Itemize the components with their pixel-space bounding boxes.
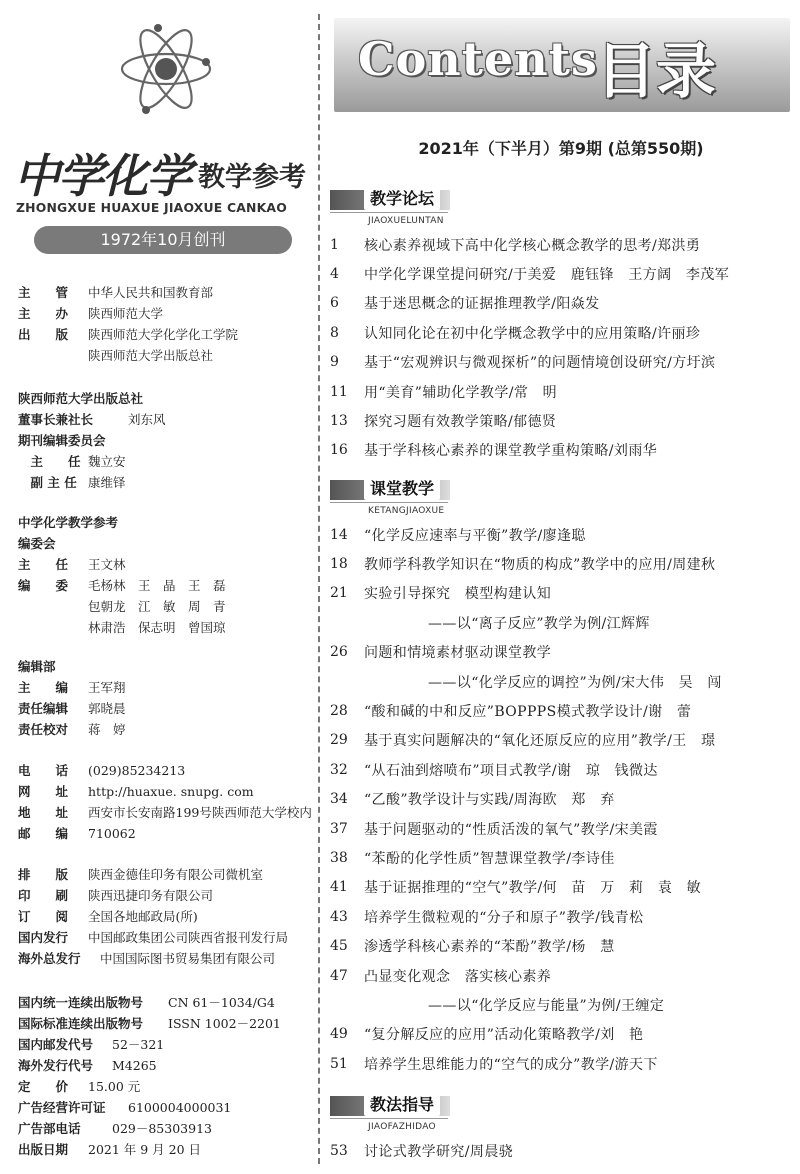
toc-item[interactable] <box>330 318 796 347</box>
toc-page: 37 <box>330 820 348 837</box>
toc-item[interactable] <box>330 1020 796 1049</box>
masthead-row: 主 任 魏立安 <box>18 454 126 469</box>
toc-page: 47 <box>330 967 348 984</box>
masthead-row: 责任校对 蒋 婷 <box>18 722 126 737</box>
toc-page: 32 <box>330 761 348 778</box>
brand-pinyin: ZHONGXUE HUAXUE JIAOXUE CANKAO <box>16 200 287 215</box>
masthead-row: 海外发行代号 M4265 <box>18 1058 157 1073</box>
toc-subtitle: ——以“化学反应的调控”为例/宋大伟 吴 闯 <box>428 674 722 691</box>
toc-page: 16 <box>330 442 348 459</box>
masthead-distribution <box>18 864 288 969</box>
contents-banner <box>334 18 790 112</box>
toc-item[interactable] <box>330 259 796 288</box>
masthead-row: 包朝龙 江 敏 周 青 <box>88 599 226 614</box>
masthead-press-info <box>18 388 166 493</box>
toc-title: “乙酸”教学设计与实践/周海欧 郑 弃 <box>364 792 615 809</box>
section-underline <box>330 212 448 213</box>
toc-subtitle: ——以“化学反应与能量”为例/王缠定 <box>428 997 665 1014</box>
journal-brand <box>14 140 304 206</box>
masthead-row: 地 址 西安市长安南路199号陕西师范大学校内 <box>18 805 312 820</box>
toc-item[interactable] <box>330 520 796 549</box>
masthead-row: 网 址 http://huaxue. snupg. com <box>18 784 254 799</box>
toc-title: “化学反应速率与平衡”教学/廖逢聪 <box>364 527 586 544</box>
toc-page: 26 <box>330 644 348 661</box>
toc-page: 18 <box>330 556 348 573</box>
toc-item[interactable] <box>330 406 796 435</box>
toc-title: 核心素养视域下高中化学核心概念教学的思考/郑洪勇 <box>364 237 701 254</box>
section-pinyin: KETANGJIAOXUE <box>368 506 445 516</box>
masthead-row: 主 管 中华人民共和国教育部 <box>18 285 214 300</box>
toc-title: “酸和碱的中和反应”BOPPPS模式教学设计/谢 蕾 <box>364 704 692 721</box>
section-title: 教学论坛 <box>364 188 440 210</box>
section-underline <box>330 502 448 503</box>
toc-item[interactable] <box>330 902 796 931</box>
toc-page: 21 <box>330 585 348 602</box>
toc-title: 培养学生思维能力的“空气的成分”教学/游天下 <box>364 1056 658 1073</box>
masthead-registration <box>18 992 281 1160</box>
toc-title: 问题和情境素材驱动课堂教学 <box>364 645 552 662</box>
toc-item[interactable] <box>330 230 796 259</box>
toc-item[interactable] <box>330 755 796 784</box>
masthead-row: 林肃浩 保志明 曾国琼 <box>88 620 226 635</box>
toc-item[interactable] <box>330 667 796 696</box>
masthead-row: 定 价 15.00 元 <box>18 1079 141 1094</box>
toc-item[interactable] <box>330 1049 796 1078</box>
toc-item[interactable] <box>330 1136 796 1165</box>
toc-item[interactable] <box>330 814 796 843</box>
masthead-row: 陕西师范大学出版总社 <box>88 348 214 363</box>
toc-page: 53 <box>330 1142 348 1159</box>
toc-title: 探究习题有效教学策略/郁德贤 <box>364 414 557 431</box>
toc-page: 9 <box>330 354 339 371</box>
atom-logo-icon <box>118 10 214 128</box>
section-pinyin: JIAOXUELUNTAN <box>368 216 444 226</box>
banner-contents-text: Contents <box>358 32 598 86</box>
toc-page: 8 <box>330 324 339 341</box>
masthead-row: 国际标准连续出版物号 ISSN 1002－2201 <box>18 1016 281 1031</box>
masthead-row: 责任编辑 郭晓晨 <box>18 701 126 716</box>
toc-page: 41 <box>330 879 348 896</box>
toc-page: 1 <box>330 236 339 253</box>
toc-title: 讨论式教学研究/周晨骁 <box>364 1143 514 1160</box>
toc-title: 培养学生微粒观的“分子和原子”教学/钱青松 <box>364 909 644 926</box>
toc-page: 51 <box>330 1055 348 1072</box>
toc-title: 用“美育”辅助化学教学/常 明 <box>364 384 558 401</box>
toc-page: 28 <box>330 703 348 720</box>
masthead-row: 订 阅 全国各地邮政局(所) <box>18 909 198 924</box>
toc-item[interactable] <box>330 436 796 465</box>
section-header <box>330 478 790 518</box>
masthead-row: 副 主 任 康维铎 <box>18 475 126 490</box>
masthead-row: 印 刷 陕西迅捷印务有限公司 <box>18 888 214 903</box>
toc-list <box>330 520 796 1078</box>
masthead-editorial-office <box>18 656 126 740</box>
toc-title: 认知同化论在初中化学概念教学中的应用策略/许丽珍 <box>364 325 701 342</box>
masthead-row: 邮 编 710062 <box>18 826 136 841</box>
toc-page: 38 <box>330 849 348 866</box>
toc-title: 基于真实问题解决的“氧化还原反应的应用”教学/王 璟 <box>364 733 716 750</box>
toc-list <box>330 1136 796 1165</box>
toc-title: 渗透学科核心素养的“苯酚”教学/杨 慧 <box>364 939 615 956</box>
toc-item[interactable] <box>330 726 796 755</box>
toc-page: 29 <box>330 732 348 749</box>
toc-item[interactable] <box>330 638 796 667</box>
toc-title: 基于“宏观辨识与微观探析”的问题情境创设研究/方圩滨 <box>364 355 716 372</box>
toc-page: 13 <box>330 413 348 430</box>
toc-page: 4 <box>330 266 339 283</box>
brand-sub-title: 教学参考 <box>198 162 306 193</box>
toc-page: 11 <box>330 383 348 400</box>
toc-item[interactable] <box>330 785 796 814</box>
toc-title: 基于问题驱动的“性质活泼的氧气”教学/宋美霞 <box>364 821 658 838</box>
toc-title: 基于证据推理的“空气”教学/何 苗 万 莉 袁 敏 <box>364 880 702 897</box>
column-divider <box>318 14 320 1164</box>
toc-title: “苯酚的化学性质”智慧课堂教学/李诗佳 <box>364 850 615 867</box>
masthead-heading: 编辑部 <box>18 659 56 674</box>
toc-item[interactable] <box>330 348 796 377</box>
masthead-heading: 中学化学教学参考 <box>18 515 119 530</box>
masthead-row: 董事长兼社长 刘东风 <box>18 412 166 427</box>
toc-item[interactable] <box>330 289 796 318</box>
masthead-row: 海外总发行 中国国际图书贸易集团有限公司 <box>18 951 276 966</box>
toc-page: 45 <box>330 938 348 955</box>
masthead-row: 出 版 陕西师范大学化学化工学院 <box>18 327 239 342</box>
masthead-heading: 编委会 <box>18 536 56 551</box>
section-underline <box>330 1118 448 1119</box>
toc-item[interactable] <box>330 990 796 1019</box>
toc-title: 实验引导探究 模型构建认知 <box>364 586 552 603</box>
section-header <box>330 1094 790 1134</box>
masthead-column <box>0 0 312 1174</box>
masthead-heading: 陕西师范大学出版总社 <box>18 391 144 406</box>
section-title: 课堂教学 <box>364 478 440 500</box>
toc-title: “复分解反应的应用”活动化策略教学/刘 艳 <box>364 1027 644 1044</box>
brand-main-title: 中学化学 <box>14 149 190 203</box>
masthead-row: 国内统一连续出版物号 CN 61－1034/G4 <box>18 995 275 1010</box>
masthead-row: 主 任 王文林 <box>18 557 126 572</box>
masthead-editorial-board <box>18 512 226 638</box>
toc-item[interactable] <box>330 961 796 990</box>
toc-item[interactable] <box>330 549 796 578</box>
toc-title: 教师学科教学知识在“物质的构成”教学中的应用/周建秋 <box>364 557 716 574</box>
section-pinyin: JIAOFAZHIDAO <box>368 1122 436 1132</box>
toc-item[interactable] <box>330 608 796 637</box>
masthead-publisher-info <box>18 282 238 366</box>
section-header <box>330 188 790 228</box>
toc-page: 34 <box>330 791 348 808</box>
toc-list <box>330 230 796 465</box>
toc-item[interactable] <box>330 377 796 406</box>
toc-item[interactable] <box>330 696 796 725</box>
masthead-row: 电 话 (029)85234213 <box>18 763 186 778</box>
toc-item[interactable] <box>330 579 796 608</box>
toc-title: 基于学科核心素养的课堂教学重构策略/刘雨华 <box>364 443 658 460</box>
masthead-row: 广告经营许可证 6100004000031 <box>18 1100 232 1115</box>
toc-subtitle: ——以“离子反应”教学为例/江辉辉 <box>428 615 650 632</box>
contents-column <box>326 0 796 1174</box>
toc-title: 中学化学课堂提问研究/于美爱 鹿钰锋 王方阔 李茂军 <box>364 267 730 284</box>
toc-page: 43 <box>330 908 348 925</box>
masthead-heading: 期刊编辑委员会 <box>18 433 106 448</box>
section-title: 教法指导 <box>364 1094 440 1116</box>
masthead-row: 主 编 王军翔 <box>18 680 126 695</box>
toc-page: 14 <box>330 526 348 543</box>
masthead-contact <box>18 760 312 844</box>
masthead-row: 广告部电话 029－85303913 <box>18 1121 212 1136</box>
toc-item[interactable] <box>330 931 796 960</box>
masthead-row: 主 办 陕西师范大学 <box>18 306 164 321</box>
masthead-row: 国内发行 中国邮政集团公司陕西省报刊发行局 <box>18 930 289 945</box>
toc-page: 49 <box>330 1026 348 1043</box>
issue-line: 2021年（下半月）第9期 (总第550期) <box>418 139 704 158</box>
toc-title: 基于迷思概念的证据推理教学/阳焱发 <box>364 296 600 313</box>
masthead-row: 排 版 陕西金德佳印务有限公司微机室 <box>18 867 264 882</box>
toc-item[interactable] <box>330 843 796 872</box>
banner-mulu-text: 目录 <box>596 37 716 107</box>
masthead-row: 国内邮发代号 52－321 <box>18 1037 165 1052</box>
masthead-row: 出版日期 2021 年 9 月 20 日 <box>18 1142 202 1157</box>
toc-title: 凸显变化观念 落实核心素养 <box>364 968 552 985</box>
toc-item[interactable] <box>330 873 796 902</box>
founded-badge: 1972年10月创刊 <box>34 226 292 254</box>
toc-page: 6 <box>330 295 339 312</box>
toc-title: “从石油到熔喷布”项目式教学/谢 琼 钱微达 <box>364 762 658 779</box>
masthead-row: 编 委 毛杨林 王 晶 王 磊 <box>18 578 226 593</box>
